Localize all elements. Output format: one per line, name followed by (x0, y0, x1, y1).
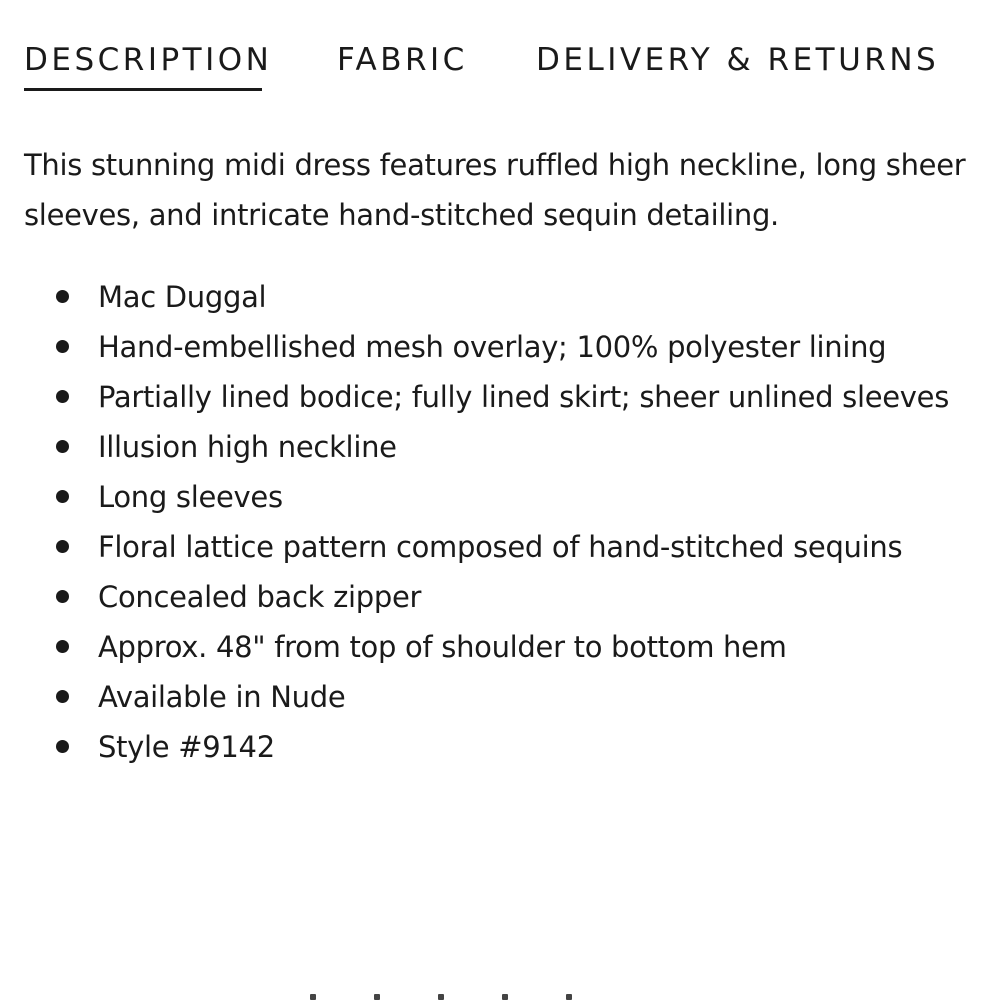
feature-item (0, 622, 1000, 672)
bullet-icon (56, 740, 69, 753)
feature-item (0, 272, 1000, 322)
feature-item (0, 372, 1000, 422)
feature-list (0, 272, 1000, 772)
tab-fabric[interactable]: FABRIC (337, 42, 468, 78)
feature-text: Style #9142 (98, 730, 275, 764)
product-description: This stunning midi dress features ruffled high neckline, long sheer sleeves, and intricate hand-stitched sequin detailing. (24, 148, 966, 232)
feature-item (0, 672, 1000, 722)
tab-delivery-returns[interactable]: DELIVERY & RETURNS (536, 42, 940, 78)
feature-item (0, 572, 1000, 622)
bullet-icon (56, 340, 69, 353)
bullet-icon (56, 540, 69, 553)
tab-description[interactable]: DESCRIPTION (24, 42, 273, 78)
feature-text: Hand-embellished mesh overlay; 100% polyester lining (98, 330, 887, 364)
feature-item (0, 322, 1000, 372)
feature-text: Partially lined bodice; fully lined skirt; sheer unlined sleeves (98, 380, 950, 414)
clipped-marks (310, 994, 610, 1000)
feature-item (0, 722, 1000, 772)
bullet-icon (56, 640, 69, 653)
feature-text: Floral lattice pattern composed of hand-stitched sequins (98, 530, 903, 564)
product-info-tabs (24, 38, 984, 94)
feature-item (0, 422, 1000, 472)
feature-text: Illusion high neckline (98, 430, 397, 464)
bullet-icon (56, 390, 69, 403)
feature-text: Mac Duggal (98, 280, 267, 314)
feature-text: Approx. 48" from top of shoulder to bottom hem (98, 630, 787, 664)
feature-item (0, 472, 1000, 522)
bullet-icon (56, 590, 69, 603)
bullet-icon (56, 290, 69, 303)
bullet-icon (56, 440, 69, 453)
feature-text: Concealed back zipper (98, 580, 422, 614)
bullet-icon (56, 690, 69, 703)
feature-text: Available in Nude (98, 680, 346, 714)
feature-item (0, 522, 1000, 572)
bullet-icon (56, 490, 69, 503)
clipped-content-below-fold (130, 990, 610, 1000)
active-tab-underline (24, 88, 262, 91)
feature-text: Long sleeves (98, 480, 283, 514)
